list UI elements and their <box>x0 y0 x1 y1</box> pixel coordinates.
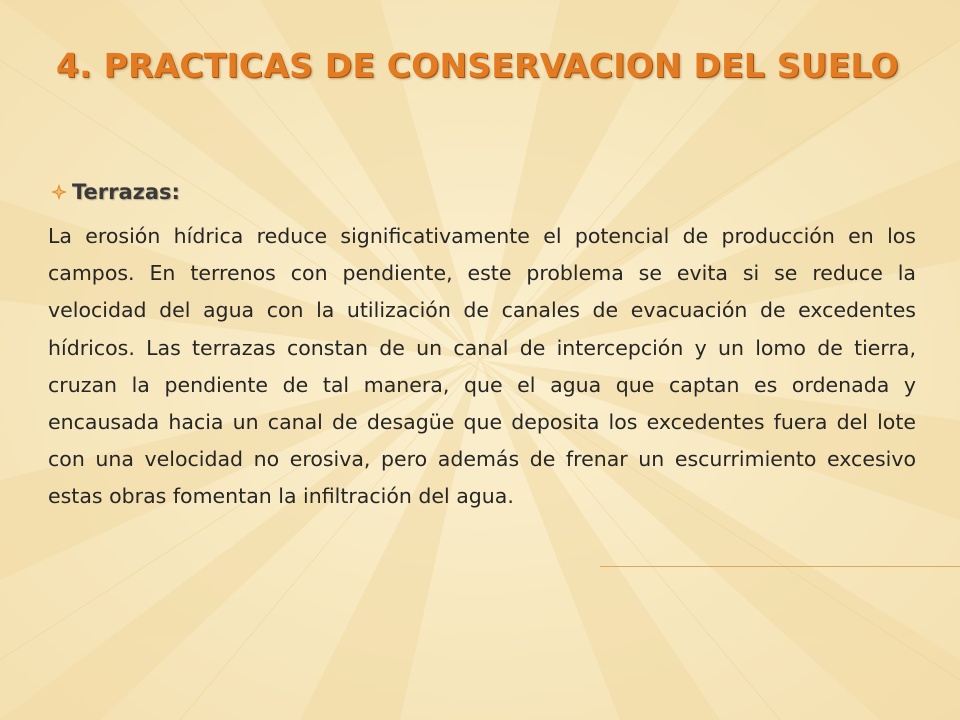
bullet-item-terrazas <box>50 180 180 204</box>
diamond-bullet-icon <box>50 183 68 201</box>
divider-line <box>600 566 960 567</box>
bullet-label: Terrazas: <box>72 180 180 204</box>
slide-title: 4. PRACTICAS DE CONSERVACION DEL SUELO <box>56 46 899 85</box>
body-paragraph: La erosión hídrica reduce significativamente el potencial de producción en los campos. En terrenos con pendiente, este problema se evita si se reduce la velocidad del agua con la utilización de canales de evacuación de excedentes hídricos. Las terrazas constan de un canal de intercepción y un lomo de tierra, cruzan la pendiente de tal manera, que el agua que captan es ordenada y encausada hacia un canal de desagüe que deposita los excedentes fuera del lote con una velocidad no erosiva, pero además de frenar un escurrimiento excesivo estas obras fomentan la infiltración del agua. <box>48 224 916 509</box>
